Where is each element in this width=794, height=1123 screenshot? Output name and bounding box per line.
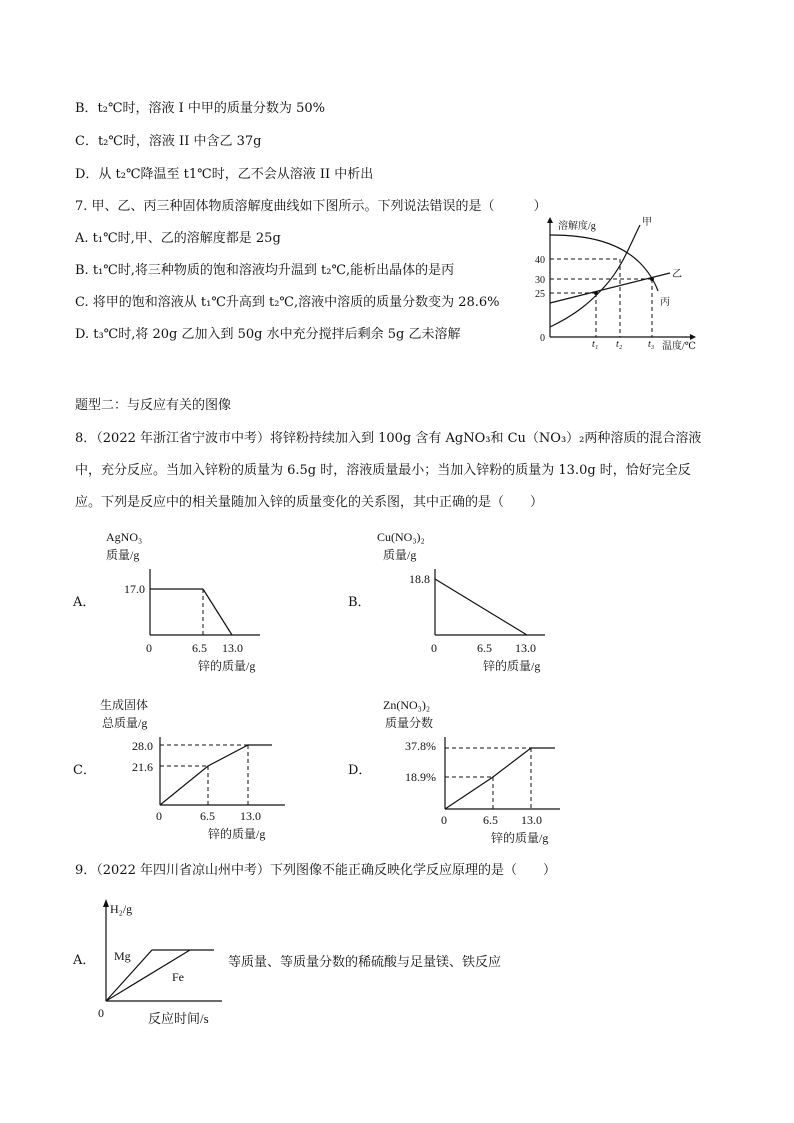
- solubility-xlabel: 温度/℃: [662, 341, 696, 352]
- q7-option-d: D. t₃℃时,将 20g 乙加入到 50g 水中充分搅拌后剩余 5g 乙未溶解: [75, 327, 461, 342]
- graph-d-xlabel: 锌的质量/g: [491, 831, 549, 845]
- graph-d-xtick-2: 13.0: [521, 813, 542, 827]
- graph-a-xlabel: 锌的质量/g: [198, 659, 256, 673]
- solubility-graph: [530, 215, 710, 355]
- q9-y-arrow: [103, 899, 109, 907]
- graph-b-xtick-2: 13.0: [515, 641, 536, 655]
- solubility-xtick-t1: t₁: [592, 339, 599, 350]
- graph-b-ytick: 18.8: [409, 572, 430, 586]
- q8-graph-d: [375, 693, 575, 848]
- graph-a-origin: 0: [146, 641, 152, 655]
- solubility-origin: 0: [540, 333, 545, 344]
- solubility-ytick-30: 30: [535, 275, 545, 286]
- graph-d-ytick-1: 37.8%: [405, 739, 436, 753]
- solubility-ytick-40: 40: [535, 255, 545, 266]
- solubility-ytick-25: 25: [535, 289, 545, 300]
- q8-graph-a-letter: A．: [73, 595, 96, 610]
- q8-line-3: 应。下列是反应中的相关量随加入锌的质量变化的关系图，其中正确的是（ ）: [75, 495, 544, 510]
- graph-d-ylabel-1: Zn(NO₃)₂: [383, 698, 431, 712]
- q9-option-a-text: 等质量、等质量分数的稀硫酸与足量镁、铁反应: [228, 955, 502, 970]
- graph-c-line: [160, 745, 272, 805]
- q7-option-c: C. 将甲的饱和溶液从 t₁℃升高到 t₂℃,溶液中溶质的质量分数变为 28.6%: [75, 295, 500, 310]
- q8-line-1: 8．（2022 年浙江省宁波市中考）将锌粉持续加入到 100g 含有 AgNO₃和 Cu（NO₃）₂两种溶质的混合溶液: [75, 431, 702, 446]
- graph-d-origin: 0: [441, 813, 447, 827]
- graph-d-ylabel-2: 质量分数: [385, 716, 434, 730]
- curve-label-yi: 乙: [672, 269, 682, 280]
- q9-ylabel: H₂/g: [110, 902, 133, 916]
- curve-jia: [550, 225, 640, 327]
- graph-d-line: [445, 748, 555, 809]
- graph-c-ylabel-2: 总质量/g: [102, 716, 148, 730]
- graph-b-ylabel-2: 质量/g: [383, 548, 417, 562]
- graph-d-ytick-2: 18.9%: [405, 770, 436, 784]
- intersection-t3: [650, 277, 654, 281]
- q7-stem: 7. 甲、乙、丙三种固体物质溶解度曲线如下图所示。下列说法错误的是（ ）: [75, 199, 547, 214]
- q8-graph-a: [100, 525, 280, 675]
- q7-option-b: B. t₁℃时,将三种物质的饱和溶液均升温到 t₂℃,能析出晶体的是丙: [75, 263, 455, 278]
- solubility-ylabel: 溶解度/g: [558, 221, 596, 232]
- q8-graph-b: [375, 525, 565, 675]
- graph-c-ytick-2: 21.6: [132, 760, 153, 774]
- q9-graph-a-letter: A．: [73, 953, 96, 968]
- graph-a-line-drop: [203, 589, 232, 635]
- graph-d-xtick-1: 6.5: [483, 813, 498, 827]
- graph-b-line: [435, 579, 527, 635]
- graph-a-ytick: 17.0: [124, 582, 145, 596]
- solubility-x-arrow: [690, 334, 696, 340]
- curve-label-bing: 丙: [660, 297, 670, 308]
- graph-c-ylabel-1: 生成固体: [100, 698, 149, 712]
- curve-label-jia: 甲: [642, 217, 652, 228]
- q9-graph-a: [92, 893, 232, 1025]
- q9-origin: 0: [98, 1006, 104, 1020]
- graph-c-xtick-2: 13.0: [240, 809, 261, 823]
- graph-b-xtick-1: 6.5: [477, 641, 492, 655]
- q9-stem: 9．（2022 年四川省凉山州中考）下列图像不能正确反映化学反应原理的是（ ）: [75, 863, 556, 878]
- section-title: 题型二：与反应有关的图像: [75, 398, 232, 413]
- q6-option-c: C．t₂℃时，溶液 II 中含乙 37g: [75, 134, 262, 149]
- intersection-t1: [594, 291, 598, 295]
- solubility-xtick-t2: t₂: [616, 339, 623, 350]
- graph-b-origin: 0: [431, 641, 437, 655]
- q9-label-mg: Mg: [114, 949, 131, 963]
- solubility-xtick-t3: t₃: [648, 339, 655, 350]
- q8-graph-d-letter: D．: [348, 763, 372, 778]
- graph-b-xlabel: 锌的质量/g: [483, 659, 541, 673]
- graph-a-xtick-1: 6.5: [192, 641, 207, 655]
- q7-option-a: A. t₁℃时,甲、乙的溶解度都是 25g: [75, 231, 281, 246]
- q6-option-b: B．t₂℃时，溶液 I 中甲的质量分数为 50%: [75, 101, 325, 116]
- q8-graph-c: [100, 693, 300, 843]
- graph-c-ytick-1: 28.0: [132, 739, 153, 753]
- graph-a-ylabel-1: AgNO₃: [106, 530, 143, 544]
- q8-graph-b-letter: B．: [348, 595, 371, 610]
- q9-xlabel: 反应时间/s: [148, 1011, 209, 1026]
- solubility-y-arrow: [547, 217, 553, 223]
- graph-a-xtick-2: 13.0: [222, 641, 243, 655]
- graph-b-ylabel-1: Cu(NO₃)₂: [377, 530, 425, 544]
- curve-bing: [550, 235, 658, 291]
- graph-c-xtick-1: 6.5: [200, 809, 215, 823]
- q9-label-fe: Fe: [172, 970, 184, 984]
- q8-line-2: 中，充分反应。当加入锌粉的质量为 6.5g 时，溶液质量最小；当加入锌粉的质量为 13.0g 时，恰好完全反: [75, 463, 691, 478]
- graph-c-xlabel: 锌的质量/g: [208, 827, 266, 841]
- q8-graph-c-letter: C．: [73, 763, 96, 778]
- graph-c-origin: 0: [156, 809, 162, 823]
- graph-a-ylabel-2: 质量/g: [106, 548, 140, 562]
- q6-option-d: D．从 t₂℃降温至 t1℃时，乙不会从溶液 II 中析出: [75, 167, 374, 182]
